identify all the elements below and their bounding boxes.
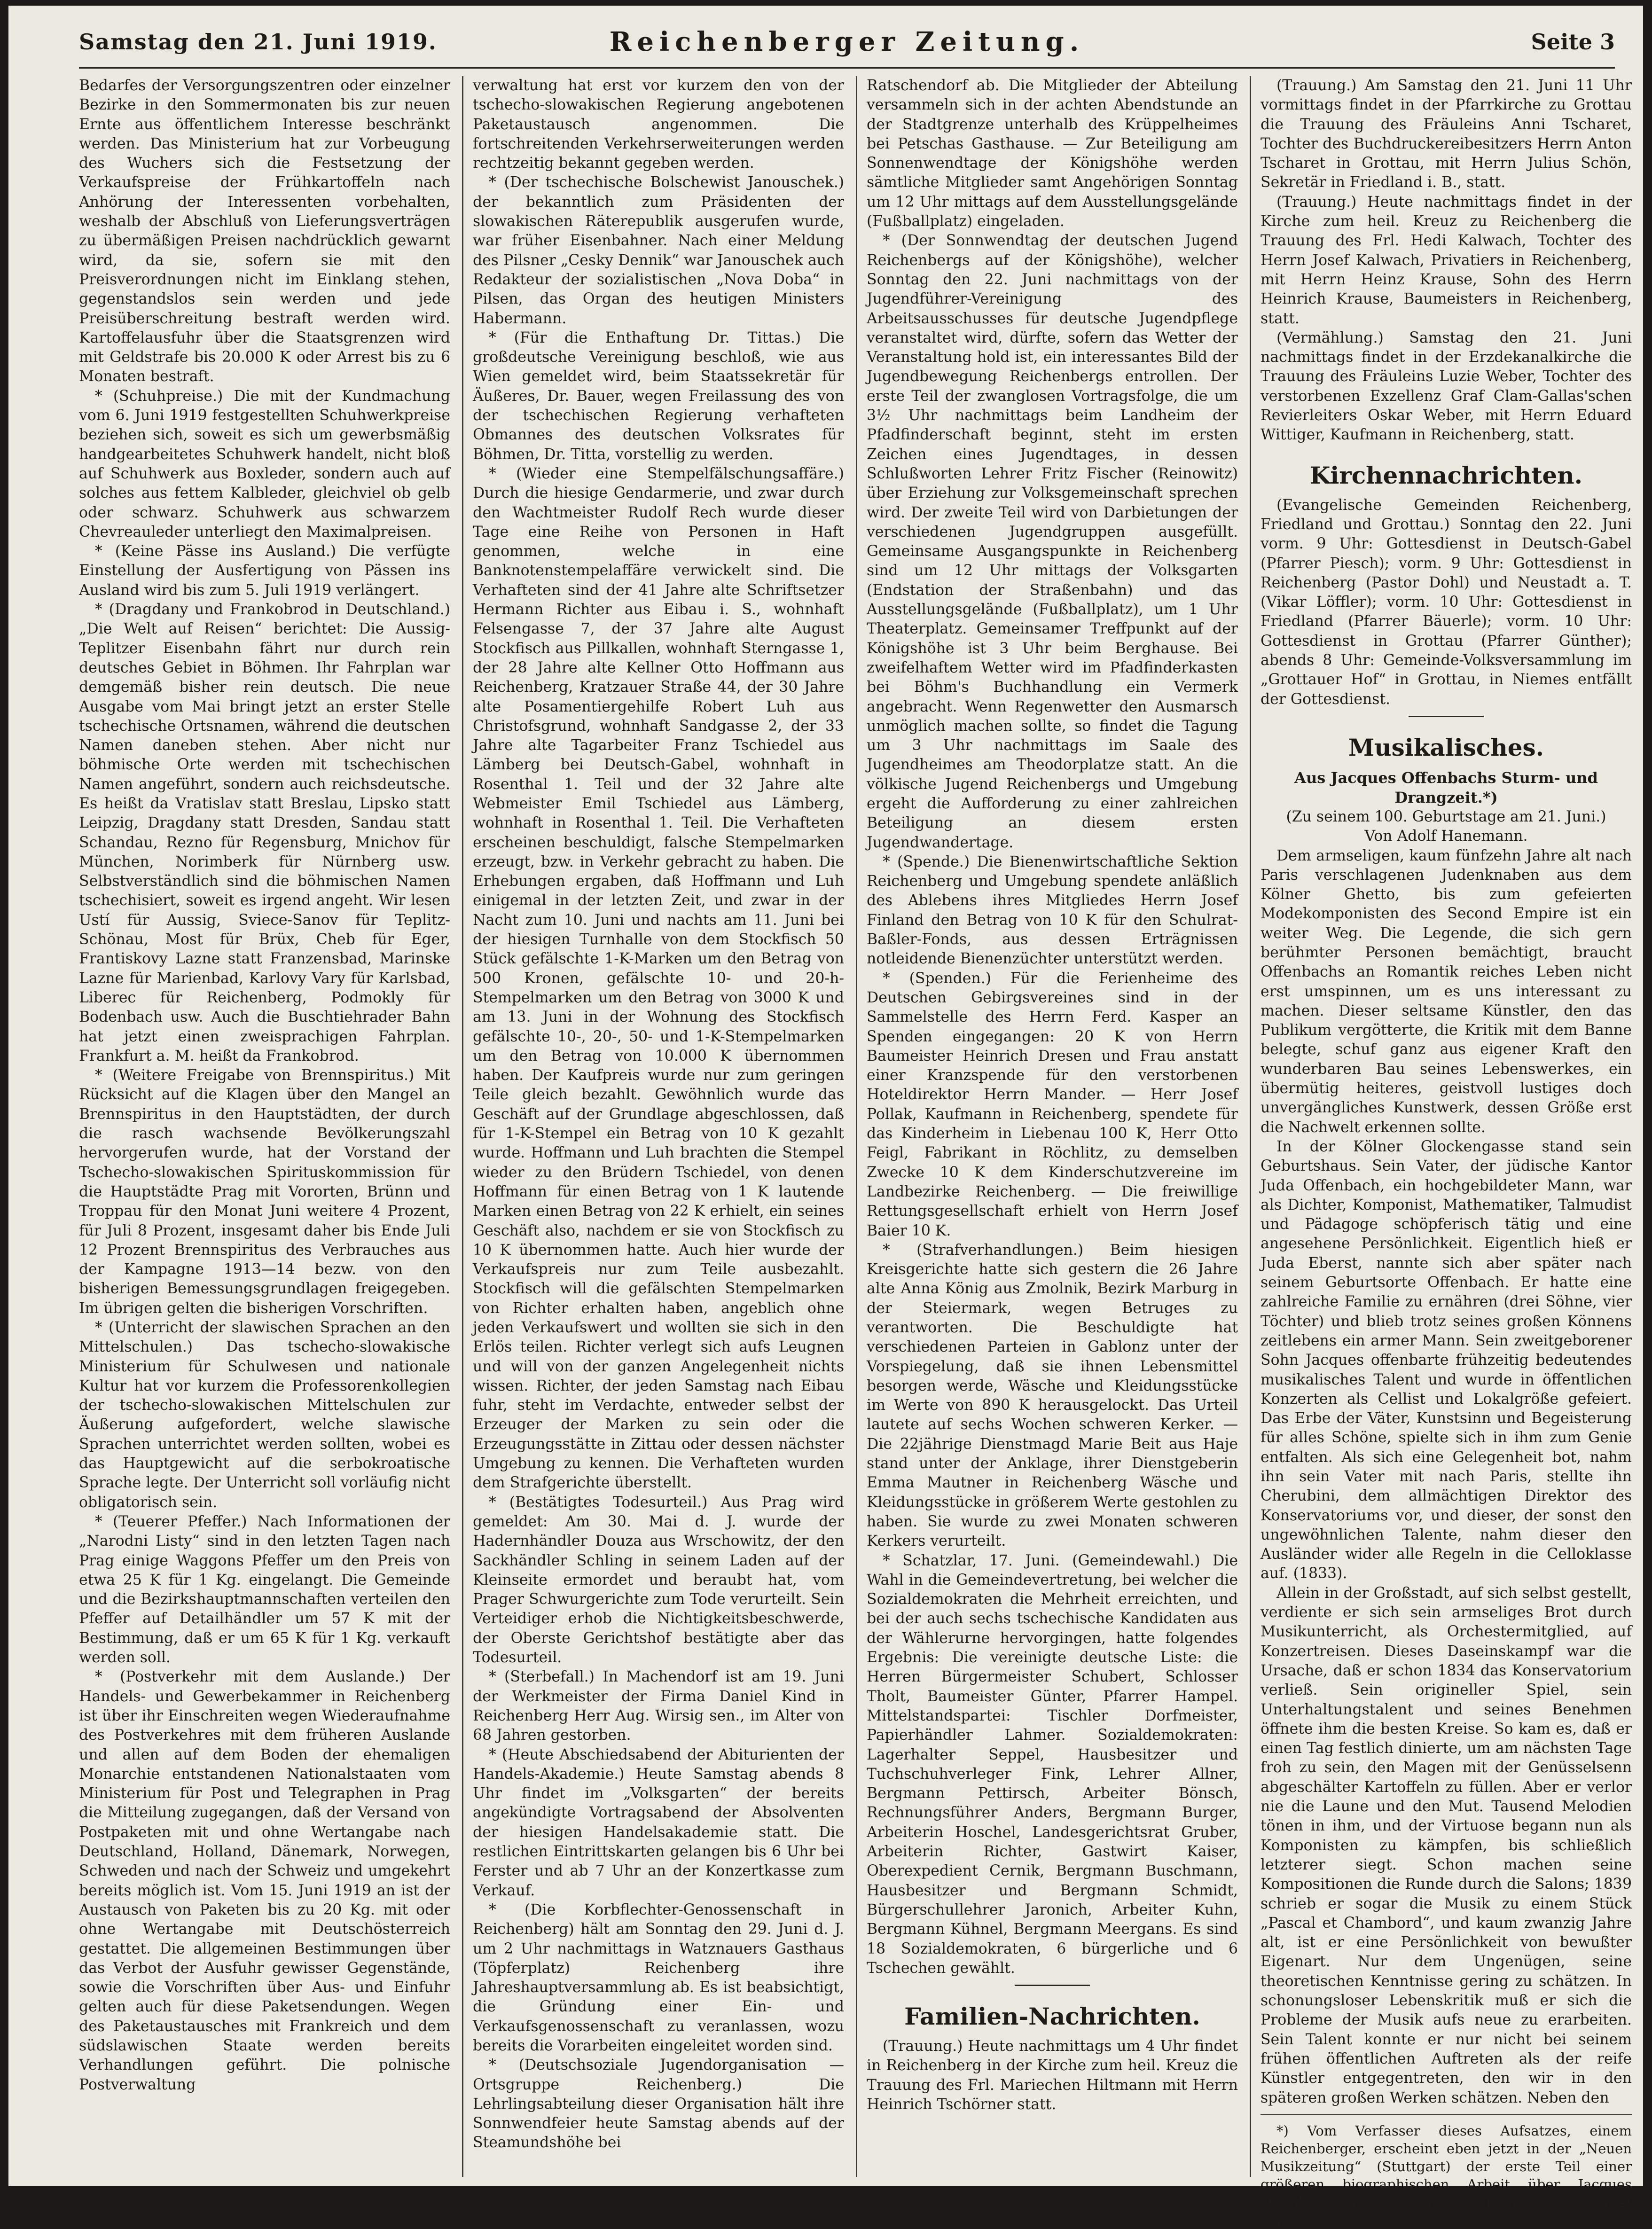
column-2 — [473, 76, 844, 2177]
article-paragraph: Dem armseligen, kaum fünfzehn Jahre alt nach Paris verschlagenen Judenknaben aus dem Kölner Ghetto, bis zum gefeierten Modekomponisten des Second Empire ist ein weiter Weg. Die Legende, die sich gern berühmter Personen bemächtigt, braucht Offenbachs an Romantik reiches Leben nicht erst umspinnen, um es uns interessant zu machen. Dieser seltsame Künstler, den das Publikum vergötterte, die Kritik mit dem Banne belegte, schuf ganz aus eigener Kraft den wunderbaren Bau seines Lebenswerkes, ein übermütig heiteres, geistvoll lustiges doch unvergängliches Kunstwerk, dessen Größe erst die Nachwelt erkennen sollte. — [1261, 847, 1632, 1136]
article-paragraph: Bedarfes der Versorgungszentren oder einzelner Bezirke in den Sommermonaten bis zur neuen Ernte aus öffentlichem Interesse beschränkt werden. Das Ministerium hat zur Vorbeugung des Wuchers sich die Festsetzung der Verkaufspreise der Frühkartoffeln nach Anhörung der Interessenten vorbehalten, weshalb der Abschluß von Lieferungsverträgen zu übermäßigen Preisen nachdrücklich gewarnt wird, da sie, sofern sie mit den Preisverordnungen nicht im Einklang stehen, gegenstandslos sein werden und jede Preisüberschreitung bestraft werden wird. Kartoffelausfuhr über die Staatsgrenzen wird mit Geldstrafe bis 20.000 K oder Arrest bis zu 6 Monaten bestraft. — [79, 77, 450, 385]
article-paragraph: * (Weitere Freigabe von Brennspiritus.) Mit Rücksicht auf die Klagen über den Mangel an Brennspiritus in den Hauptstädten, der durch die rasch wachsende Bevölkerungszahl hervorgerufen wurde, hat der Vorstand der Tschecho-slowakischen Spirituskommission für die Hauptstädte Prag mit Vororten, Brünn und Troppau für den Monat Juni weitere 4 Prozent, für Juli 8 Prozent, insgesamt daher bis Ende Juli 12 Prozent Brennspiritus des Verbrauches aus der Kampagne 1913—14 bezw. von den bisherigen Bemessungsgrundlagen freigegeben. Im übrigen gelten die bisherigen Vorschriften. — [79, 1067, 450, 1317]
article-paragraph: (Trauung.) Heute nachmittags um 4 Uhr findet in Reichenberg in der Kirche zum heil. Kreuz die Trauung des Frl. Mariechen Hiltmann mit Herrn Heinrich Tschörner statt. — [867, 2038, 1238, 2113]
article-paragraph: * (Postverkehr mit dem Auslande.) Der Handels- und Gewerbekammer in Reichenberg ist über ihr Einschreiten wegen Wiederaufnahme des Postverkehres mit dem früheren Auslande und allen auf dem Boden der ehemaligen Monarchie entstandenen Nationalstaaten vom Ministerium für Post und Telegraphen in Prag die Mitteilung zugegangen, daß der Versand von Postpaketen mit und ohne Wertangabe nach Deutschland, Holland, Dänemark, Norwegen, Schweden und nach der Schweiz und umgekehrt bereits möglich ist. Vom 15. Juni 1919 an ist der Austausch von Paketen bis zu 20 Kg. mit oder ohne Wertangabe mit Deutschösterreich gestattet. Die allgemeinen Bestimmungen über das Verbot der Ausfuhr gewisser Gegenstände, sowie die Vorschriften über Aus- und Einfuhr gelten auch für diese Paketsendungen. Wegen des Paketaustausches mit Frankreich und dem südslawischen Staate werden bereits Verhandlungen geführt. Die polnische Postverwaltung — [79, 1668, 450, 2093]
article-paragraph: * (Wieder eine Stempelfälschungsaffäre.) Durch die hiesige Gendarmerie, und zwar durch den Wachtmeister Rudolf Rech wurde dieser Tage eine Reihe von Personen in Haft genommen, welche in eine Banknotenstempelaffäre verwickelt sind. Die Verhafteten sind der 41 Jahre alte Schriftsetzer Hermann Richter aus Eibau i. S., wohnhaft Felsengasse 7, der 37 Jahre alte August Stockfisch aus Pillkallen, wohnhaft Sterngasse 1, der 28 Jahre alte Kellner Otto Hoffmann aus Reichenberg, Kratzauer Straße 44, der 30 Jahre alte Posamentiergehilfe Robert Luh aus Christofsgrund, wohnhaft Sandgasse 2, der 33 Jahre alte Tagarbeiter Franz Tschiedel aus Lämberg bei Deutsch-Gabel, wohnhaft in Rosenthal 1. Teil und der 32 Jahre alte Webmeister Emil Tschiedel aus Lämberg, wohnhaft in Rosenthal 1. Teil. Die Verhafteten erscheinen beschuldigt, falsche Stempelmarken erzeugt, bzw. in Verkehr gebracht zu haben. Die Erhebungen ergaben, daß Hoffmann und Luh einigemal in der letzten Zeit, und zwar in der Nacht zum 10. Juni und nachts am 11. Juni bei der hiesigen Turnhalle von dem Stockfisch 50 Stück gefälschte 1-K-Marken um den Betrag von 500 Kronen, gefälschte 10- und 20-h-Stempelmarken um den Betrag von 3000 K und am 13. Juni in der Wohnung des Stockfisch gefälschte 10-, 20-, 50- und 1-K-Stempelmarken um den Betrag von 10.000 K übernommen haben. Der Kaufpreis wurde nur zum geringen Teile gleich bezahlt. Gewöhnlich wurde das Geschäft auf der Grundlage abgeschlossen, daß für 1-K-Stempel ein Betrag von 10 K gezahlt wurde. Hoffmann und Luh brachten die Stempel wieder zu den Brüdern Tschiedel, von denen Hoffmann für einen Betrag von 1 K lautende Marken einen Betrag von 22 K erhielt, ein seines Geschäft also, nachdem er sie von Stockfisch zu 10 K übernommen hatte. Auch hier wurde der Verkaufspreis nur zum Teile ausbezahlt. Stockfisch will die gefälschten Stempelmarken von Richter erhalten haben, angeblich ohne jeden Verkaufswert und wollten sie sich in den Erlös teilen. Richter verlegt sich aufs Leugnen und will von der ganzen Angelegenheit nichts wissen. Richter, der jeden Samstag nach Eibau fuhr, steht im Verdachte, entweder selbst der Erzeuger der Marken zu sein oder die Erzeugungsstätte in Zittau oder dessen nächster Umgebung zu kennen. Die Verhafteten wurden dem Strafgerichte überstellt. — [473, 465, 844, 1492]
article-paragraph: * (Der Sonnwendtag der deutschen Jugend Reichenbergs auf der Königshöhe), welcher Sonntag den 22. Juni nachmittags von der Jugendführer-Vereinigung des Arbeitsausschusses für deutsche Jugendpflege veranstaltet wird, dürfte, sofern das Wetter der Veranstaltung hold ist, ein interessantes Bild der Jugendbewegung Reichenbergs entrollen. Der erste Teil der zwanglosen Vortragsfolge, die um 3½ Uhr nachmittags beim Landheim der Pfadfinderschaft beginnt, steht im ersten Zeichen eines Jugendtages, in dessen Schlußworten Lehrer Fritz Fischer (Reinowitz) über Erziehung zur Volksgemeinschaft sprechen wird. Der zweite Teil wird von Darbietungen der verschiedenen Jugendgruppen ausgefüllt. Gemeinsame Ausgangspunkte in Reichenberg sind um 12 Uhr mittags der Volksgarten (Endstation der Straßenbahn) und das Ausstellungsgelände (Fußballplatz), um 1 Uhr Theaterplatz. Gemeinsamer Treffpunkt auf der Königshöhe ist 3 Uhr beim Berghause. Bei zweifelhaftem Wetter wird im Pfadfinderkasten bei Böhm's Buchhandlung ein Vermerk angebracht. Wenn Regenwetter den Ausmarsch unmöglich machen sollte, so findet die Tagung um 3 Uhr nachmittags im Saale des Jugendheimes am Theodorplatze statt. An die völkische Jugend Reichenbergs und Umgebung ergeht die Aufforderung zu einer zahlreichen Beteiligung an diesem ersten Jugendwandertage. — [867, 232, 1238, 851]
article-paragraph: verwaltung hat erst vor kurzem den von der tschecho-slowakischen Regierung angebotenen Paketaustausch angenommen. Die fortschreitenden Verkehrserweiterungen werden rechtzeitig bekannt gegeben werden. — [473, 77, 844, 172]
footnote-rule — [1261, 2114, 1632, 2115]
issue-date: Samstag den 21. Juni 1919. — [79, 29, 437, 55]
column-rule — [1250, 76, 1251, 2177]
masthead-title: Reichenberger Zeitung. — [609, 26, 1085, 57]
article-paragraph: (Evangelische Gemeinden Reichenberg, Friedland und Grottau.) Sonntag den 22. Juni vorm. 9 Uhr: Gottesdienst in Deutsch-Gabel (Pfarrer Piesch); vorm. 9 Uhr: Gottesdienst in Reichenberg (Pastor Dohl) und Neustadt a. T. (Vikar Löffler); vorm. 10 Uhr: Gottesdienst in Friedland (Pfarrer Bäuerle); vorm. 10 Uhr: Gottesdienst in Grottau (Pfarrer Günther); abends 8 Uhr: Gemeinde-Volksversammlung im „Grottauer Hof“ in Grottau, in Niemes entfällt der Gottesdienst. — [1261, 496, 1632, 708]
newspaper-page — [8, 6, 1643, 2228]
music-footnote: *) Vom Verfasser dieses Aufsatzes, einem Reichenberger, erscheint eben jetzt in der „Neuen Musikzeitung“ (Stuttgart) der erste Teil einer größeren biographischen Arbeit über Jacques Offenbach, die später auch in Buchform verdichtet wird. — [1261, 2122, 1632, 2228]
article-paragraph: * (Teuerer Pfeffer.) Nach Informationen der „Narodni Listy“ sind in den letzten Tagen nach Prag einige Waggons Pfeffer um den Preis von etwa 25 K für 1 Kg. eingelangt. Die Gemeinde und die Bezirkshauptmannschaften verteilen den Pfeffer auf Detailhändler um 57 K mit der Bestimmung, daß er um 65 K für 1 Kg. verkauft werden soll. — [79, 1513, 450, 1666]
column-1 — [79, 76, 450, 2177]
page-header — [79, 24, 1615, 69]
music-article-title: Aus Jacques Offenbachs Sturm- und Drangzeit.*) — [1294, 768, 1598, 806]
article-paragraph: * Schatzlar, 17. Juni. (Gemeindewahl.) Die Wahl in die Gemeindevertretung, bei welcher die Sozialdemokraten die Mehrheit erreichten, und bei der auch sechs tschechische Kandidaten aus der Wählerurne hervorgingen, hatte folgendes Ergebnis: Die vereinigte deutsche Liste: die Herren Bürgermeister Schubert, Schlosser Tholt, Baumeister Günter, Pfarrer Hampel. Mittelstandspartei: Tischler Dorfmeister, Papierhändler Lahmer. Sozialdemokraten: Lagerhalter Seppel, Hausbesitzer und Tuchschuhverleger Fink, Lehrer Allner, Bergmann Pettirsch, Arbeiter Bönsch, Rechnungsführer Anders, Bergmann Burger, Arbeiterin Hoschel, Landesgerichtsrat Gruber, Arbeiterin Richter, Gastwirt Kaiser, Oberexpedient Cernik, Bergmann Buschmann, Hausbesitzer und Bergmann Schmidt, Bürgerschullehrer Jaronich, Arbeiter Kuhn, Bergmann Kühnel, Bergmann Meergans. Es sind 18 Sozialdemokraten, 6 bürgerliche und 6 Tschechen gewählt. — [867, 1552, 1238, 1977]
music-article-subtitle: (Zu seinem 100. Geburtstage am 21. Juni.) — [1286, 808, 1606, 825]
article-paragraph: In der Kölner Glockengasse stand sein Geburtshaus. Sein Vater, der jüdische Kantor Juda Offenbach, ein hochgebildeter Mann, war als Dichter, Komponist, Mathematiker, Talmudist und Pädagoge schöpferisch tätig und eine angesehene Persönlichkeit. Eigentlich hieß er Juda Eberst, nannte sich aber später nach seinem Geburtsorte Offenbach. Er hatte eine zahlreiche Familie zu ernähren (drei Söhne, vier Töchter) und blieb trotz seines großen Könnens zeitlebens ein armer Mann. Sein zweitgeborener Sohn Jacques offenbarte frühzeitig bedeutendes musikalisches Talent und wurde in öffentlichen Konzerten als Cellist und Lokalgröße gefeiert. Das Erbe der Väter, Kunstsinn und Begeisterung für alles Schöne, spielte sich in ihm zum Genie entfalten. Als sich eine Gelegenheit bot, nahm ihn sein Vater mit nach Paris, stellte ihn Cherubini, dem allmächtigen Direktor des Konservatoriums vor, und dieser, der sonst den ungewöhnlichen Talente, nahm dieser den Ausländer wider alle Regeln in die Celloklasse auf. (1833). — [1261, 1138, 1632, 1582]
column-4-family — [1261, 76, 1632, 445]
article-paragraph: * (Bestätigtes Todesurteil.) Aus Prag wird gemeldet: Am 30. Mai d. J. wurde der Hadernhändler Douza aus Wrschowitz, der den Sackhändler Schling in seinem Laden auf der Kleinseite ermordet und beraubt hat, vom Prager Schwurgerichte zum Tode verurteilt. Sein Verteidiger erhob die Nichtigkeitsbeschwerde, der Oberste Gerichtshof bestätigte aber das Todesurteil. — [473, 1494, 844, 1666]
article-paragraph: (Vermählung.) Samstag den 21. Juni nachmittags findet in der Erzdekanalkirche die Trauung des Fräuleins Luzie Weber, Tochter des verstorbenen Exzellenz Graf Clam-Gallas'schen Revierleiters Oskar Weber, mit Herrn Eduard Wittiger, Kaufmann in Reichenberg, statt. — [1261, 329, 1632, 444]
family-news — [867, 2037, 1238, 2114]
column-3 — [867, 76, 1238, 2177]
column-3-news — [867, 76, 1238, 1978]
church-news-heading: Kirchennachrichten. — [1309, 461, 1583, 489]
article-paragraph: * (Dragdany und Frankobrod in Deutschland.) „Die Welt auf Reisen“ berichtet: Die Aussig-Teplitzer Eisenbahn fährt nur durch rein deutsches Gebiet in Böhmen. Ihr Fahrplan war demgemäß bisher rein deutsch. Die neue Ausgabe vom Mai bringt jetzt an erster Stelle tschechische Ortsnamen, während die deutschen Namen daneben stehen. Aber nicht nur böhmische Orte werden mit tschechischen Namen angeführt, sondern auch reichsdeutsche. Es heißt da Vratislav statt Breslau, Lipsko statt Leipzig, Dragdany statt Dresden, Sandau statt Schandau, Rezno für Regensburg, Mnichov für München, Norimberk für Nürnberg usw. Selbstverständlich sind die böhmischen Namen tschechisiert, soweit es irgend angeht. Wir lesen Ustí für Aussig, Sviece-Sanov für Teplitz-Schönau, Most für Brüx, Cheb für Eger, Frantiskovy Lazne statt Franzensbad, Marinske Lazne für Marienbad, Karlovy Vary für Karlsbad, Liberec für Reichenberg, Podmokly für Bodenbach usw. Auch die Buschtiehrader Bahn hat jetzt einen zweisprachigen Fahrplan. Frankfurt a. M. heißt da Frankobrod. — [79, 601, 450, 1064]
column-rule — [462, 76, 463, 2177]
article-paragraph: * (Keine Pässe ins Ausland.) Die verfügte Einstellung der Ausfertigung von Pässen ins Ausland wird bis zum 5. Juli 1919 verlängert. — [79, 543, 450, 599]
article-paragraph: * (Für die Enthaftung Dr. Tittas.) Die großdeutsche Vereinigung beschloß, wie aus Wien gemeldet wird, beim Staatssekretär für Äußeres, Dr. Bauer, wegen Freilassung des von der tschechischen Regierung verhafteten Obmannes des deutschen Volksrates für Böhmen, Dr. Titta, vorstellig zu werden. — [473, 329, 844, 463]
section-divider — [1409, 716, 1484, 717]
page-number: Seite 3 — [1531, 29, 1615, 55]
music-article-author: Von Adolf Hanemann. — [1364, 828, 1528, 845]
article-columns — [79, 76, 1632, 2228]
article-paragraph: * (Sterbefall.) In Machendorf ist am 19. Juni der Werkmeister der Firma Daniel Kind in Reichenberg Herr Aug. Wirsig sen., im Alter von 68 Jahren gestorben. — [473, 1668, 844, 1744]
article-paragraph: * (Deutschsoziale Jugendorganisation — Ortsgruppe Reichenberg.) Die Lehrlingsabteilung dieser Organisation hält ihre Sonnwendfeier heute Samstag abends auf der Steamundshöhe bei — [473, 2057, 844, 2151]
article-paragraph: * (Heute Abschiedsabend der Abiturienten der Handels-Akademie.) Heute Samstag abends 8 Uhr findet im „Volksgarten“ der bereits angekündigte Vortragsabend der Absolventen der hiesigen Handelsakademie statt. Die restlichen Eintrittskarten gelangen bis 6 Uhr bei Ferster und ab 7 Uhr an der Konzertkasse zum Verkauf. — [473, 1746, 844, 1899]
music-article — [1261, 846, 1632, 2108]
section-divider — [1015, 1985, 1090, 1986]
article-paragraph: * (Spende.) Die Bienenwirtschaftliche Sektion Reichenberg und Umgebung spendete anläßlich des Ablebens ihres Mitgliedes Herrn Josef Finland den Betrag von 10 K für den Schulrat-Baßler-Fonds, aus dessen Erträgnissen notleidende Bienenzüchter unterstützt werden. — [867, 853, 1238, 968]
column-4 — [1261, 76, 1632, 2228]
article-paragraph: (Trauung.) Heute nachmittags findet in der Kirche zum heil. Kreuz zu Reichenberg die Trauung des Frl. Hedi Kalwach, Tochter des Herrn Josef Kalwach, Privatiers in Reichenberg, mit Herrn Heinz Krause, Sohn des Herrn Heinrich Krause, Baumeisters in Reichenberg, statt. — [1261, 193, 1632, 327]
column-rule — [856, 76, 857, 2177]
article-paragraph: * (Unterricht der slawischen Sprachen an den Mittelschulen.) Das tschecho-slowakische Ministerium für Schulwesen und nationale Kultur hat vor kurzem die Professorenkollegien der tschecho-slowakischen Mittelschulen zur Äußerung aufgefordert, welche slawische Sprachen unterrichtet werden sollten, wobei es das Hauptgewicht auf die serbokroatische Sprache legte. Der Unterricht soll vorläufig nicht obligatorisch sein. — [79, 1319, 450, 1511]
church-news — [1261, 496, 1632, 709]
article-paragraph: (Trauung.) Am Samstag den 21. Juni 11 Uhr vormittags findet in der Pfarrkirche zu Grottau die Trauung des Fräuleins Anni Tscharet, Tochter des Buchdruckereibesitzers Herrn Anton Tscharet in Grottau, mit Herrn Julius Schön, Sekretär in Friedland i. B., statt. — [1261, 77, 1632, 191]
article-paragraph: * (Spenden.) Für die Ferienheime des Deutschen Gebirgsvereines sind in der Sammelstelle des Herrn Ferd. Kasper an Spenden eingegangen: 20 K von Herrn Baumeister Heinrich Dresen und Frau anstatt einer Kranzspende für den verstorbenen Hoteldirektor Herrn Mander. — Herr Josef Pollak, Kaufmann in Reichenberg, spendete für das Kinderheim in Liebenau 100 K, Herr Otto Feigl, Fabrikant in Röchlitz, zu demselben Zwecke 10 K dem Kinderschutzvereine im Landbezirke Reichenberg. — Die freiwillige Rettungsgesellschaft erhielt von Herrn Josef Baier 10 K. — [867, 970, 1238, 1239]
article-paragraph: * (Der tschechische Bolschewist Janouschek.) der bekanntlich zum Präsidenten der slowakischen Räterepublik ausgerufen wurde, war früher Eisenbahner. Nach einer Meldung des Pilsner „Cesky Dennik“ war Janouschek auch Redakteur der sozialistischen „Nova Doba“ in Pilsen, das Organ des heutigen Ministers Habermann. — [473, 174, 844, 327]
article-paragraph: Allein in der Großstadt, auf sich selbst gestellt, verdiente er sich sein armseliges Brot durch Musikunterricht, als Orchestermitglied, auf Konzertreisen. Dieses Daseinskampf war die Ursache, daß er schon 1834 das Konservatorium verließ. Sein origineller Spiel, sein Unterhaltungstalent und seines Benehmen öffnete ihm die besten Kreise. So kam es, daß er einen Tag festlich dinierte, um am nächsten Tage froh zu sein, den Magen mit der Genüsselsenn abgeschälter Kartoffeln zu füllen. Aber er verlor nie die Laune und den Mut. Tausend Melodien tönen in ihm, und der Virtuose begann nun als Komponisten zu kämpfen, bis schließlich letzterer siegt. Schon machen seine Kompositionen die Runde durch die Salons; 1839 schrieb er sogar die Musik zu einem Stück „Pascal et Chambord“, und kaum zwanzig Jahre alt, ist er eine Persönlichkeit von bewußter Eigenart. Nur dem Ungenügen, seine theoretischen Kenntnisse gering zu schätzen. In schonungsloser Lebenskritik muß er sich die Probleme der Musik aufs neue zu erarbeiten. Sein Talent konnte er nur nicht bei seinem frühen öffentlichen Auftreten als der reife Künstler entgegentreten, den wir in den späteren großen Werken schätzen. Neben den — [1261, 1584, 1632, 2106]
article-paragraph: * (Die Korbflechter-Genossenschaft in Reichenberg) hält am Sonntag den 29. Juni d. J. um 2 Uhr nachmittags in Watznauers Gasthaus (Töpferplatz) Reichenberg ihre Jahreshauptversammlung ab. Es ist beabsichtigt, die Gründung einer Ein- und Verkaufsgenossenschaft zu veranlassen, wozu bereits die Vorarbeiten eingeleitet worden sind. — [473, 1901, 844, 2054]
article-paragraph: * (Strafverhandlungen.) Beim hiesigen Kreisgerichte hatte sich gestern die 26 Jahre alte Anna König aus Zmolnik, Bezirk Marburg in der Steiermark, wegen Betruges zu verantworten. Die Beschuldigte hat verschiedenen Parteien in Gablonz unter der Vorspiegelung, daß sie ihnen Lebensmittel besorgen werde, Wäsche und Kleidungsstücke im Werte von 890 K herausgelockt. Das Urteil lautete auf sechs Wochen schweren Kerker. — Die 22jährige Dienstmagd Marie Beit aus Haje stand unter der Anklage, ihrer Dienstgeberin Emma Mautner in Reichenberg Wäsche und Kleidungsstücke in größerem Werte gestohlen zu haben. Sie wurde zu zwei Monaten schweren Kerkers verurteilt. — [867, 1241, 1238, 1550]
music-heading: Musikalisches. — [1348, 733, 1544, 761]
article-paragraph: * (Schuhpreise.) Die mit der Kundmachung vom 6. Juni 1919 festgestellten Schuhwerkpreise beziehen sich, soweit es sich um gewerbsmäßig handgearbeitetes Schuhwerk handelt, nicht bloß auf Schuhwerk aus Boxleder, sondern auch auf solches aus fettem Kalbleder, gleichviel ob gelb oder schwarz. Schuhwerk aus schwarzem Chevreauleder unterliegt den Maximalpreisen. — [79, 387, 450, 540]
family-news-heading: Familien-Nachrichten. — [904, 2002, 1200, 2031]
article-paragraph: Ratschendorf ab. Die Mitglieder der Abteilung versammeln sich in der achten Abendstunde an der Stadtgrenze unterhalb des Krüppelheimes bei Petschas Gasthause. — Zur Beteiligung am Sonnenwendtage der Königshöhe werden sämtliche Mitglieder samt Angehörigen Sonntag um 12 Uhr mittags auf dem Ausstellungsgelände (Fußballplatz) eingeladen. — [867, 77, 1238, 230]
